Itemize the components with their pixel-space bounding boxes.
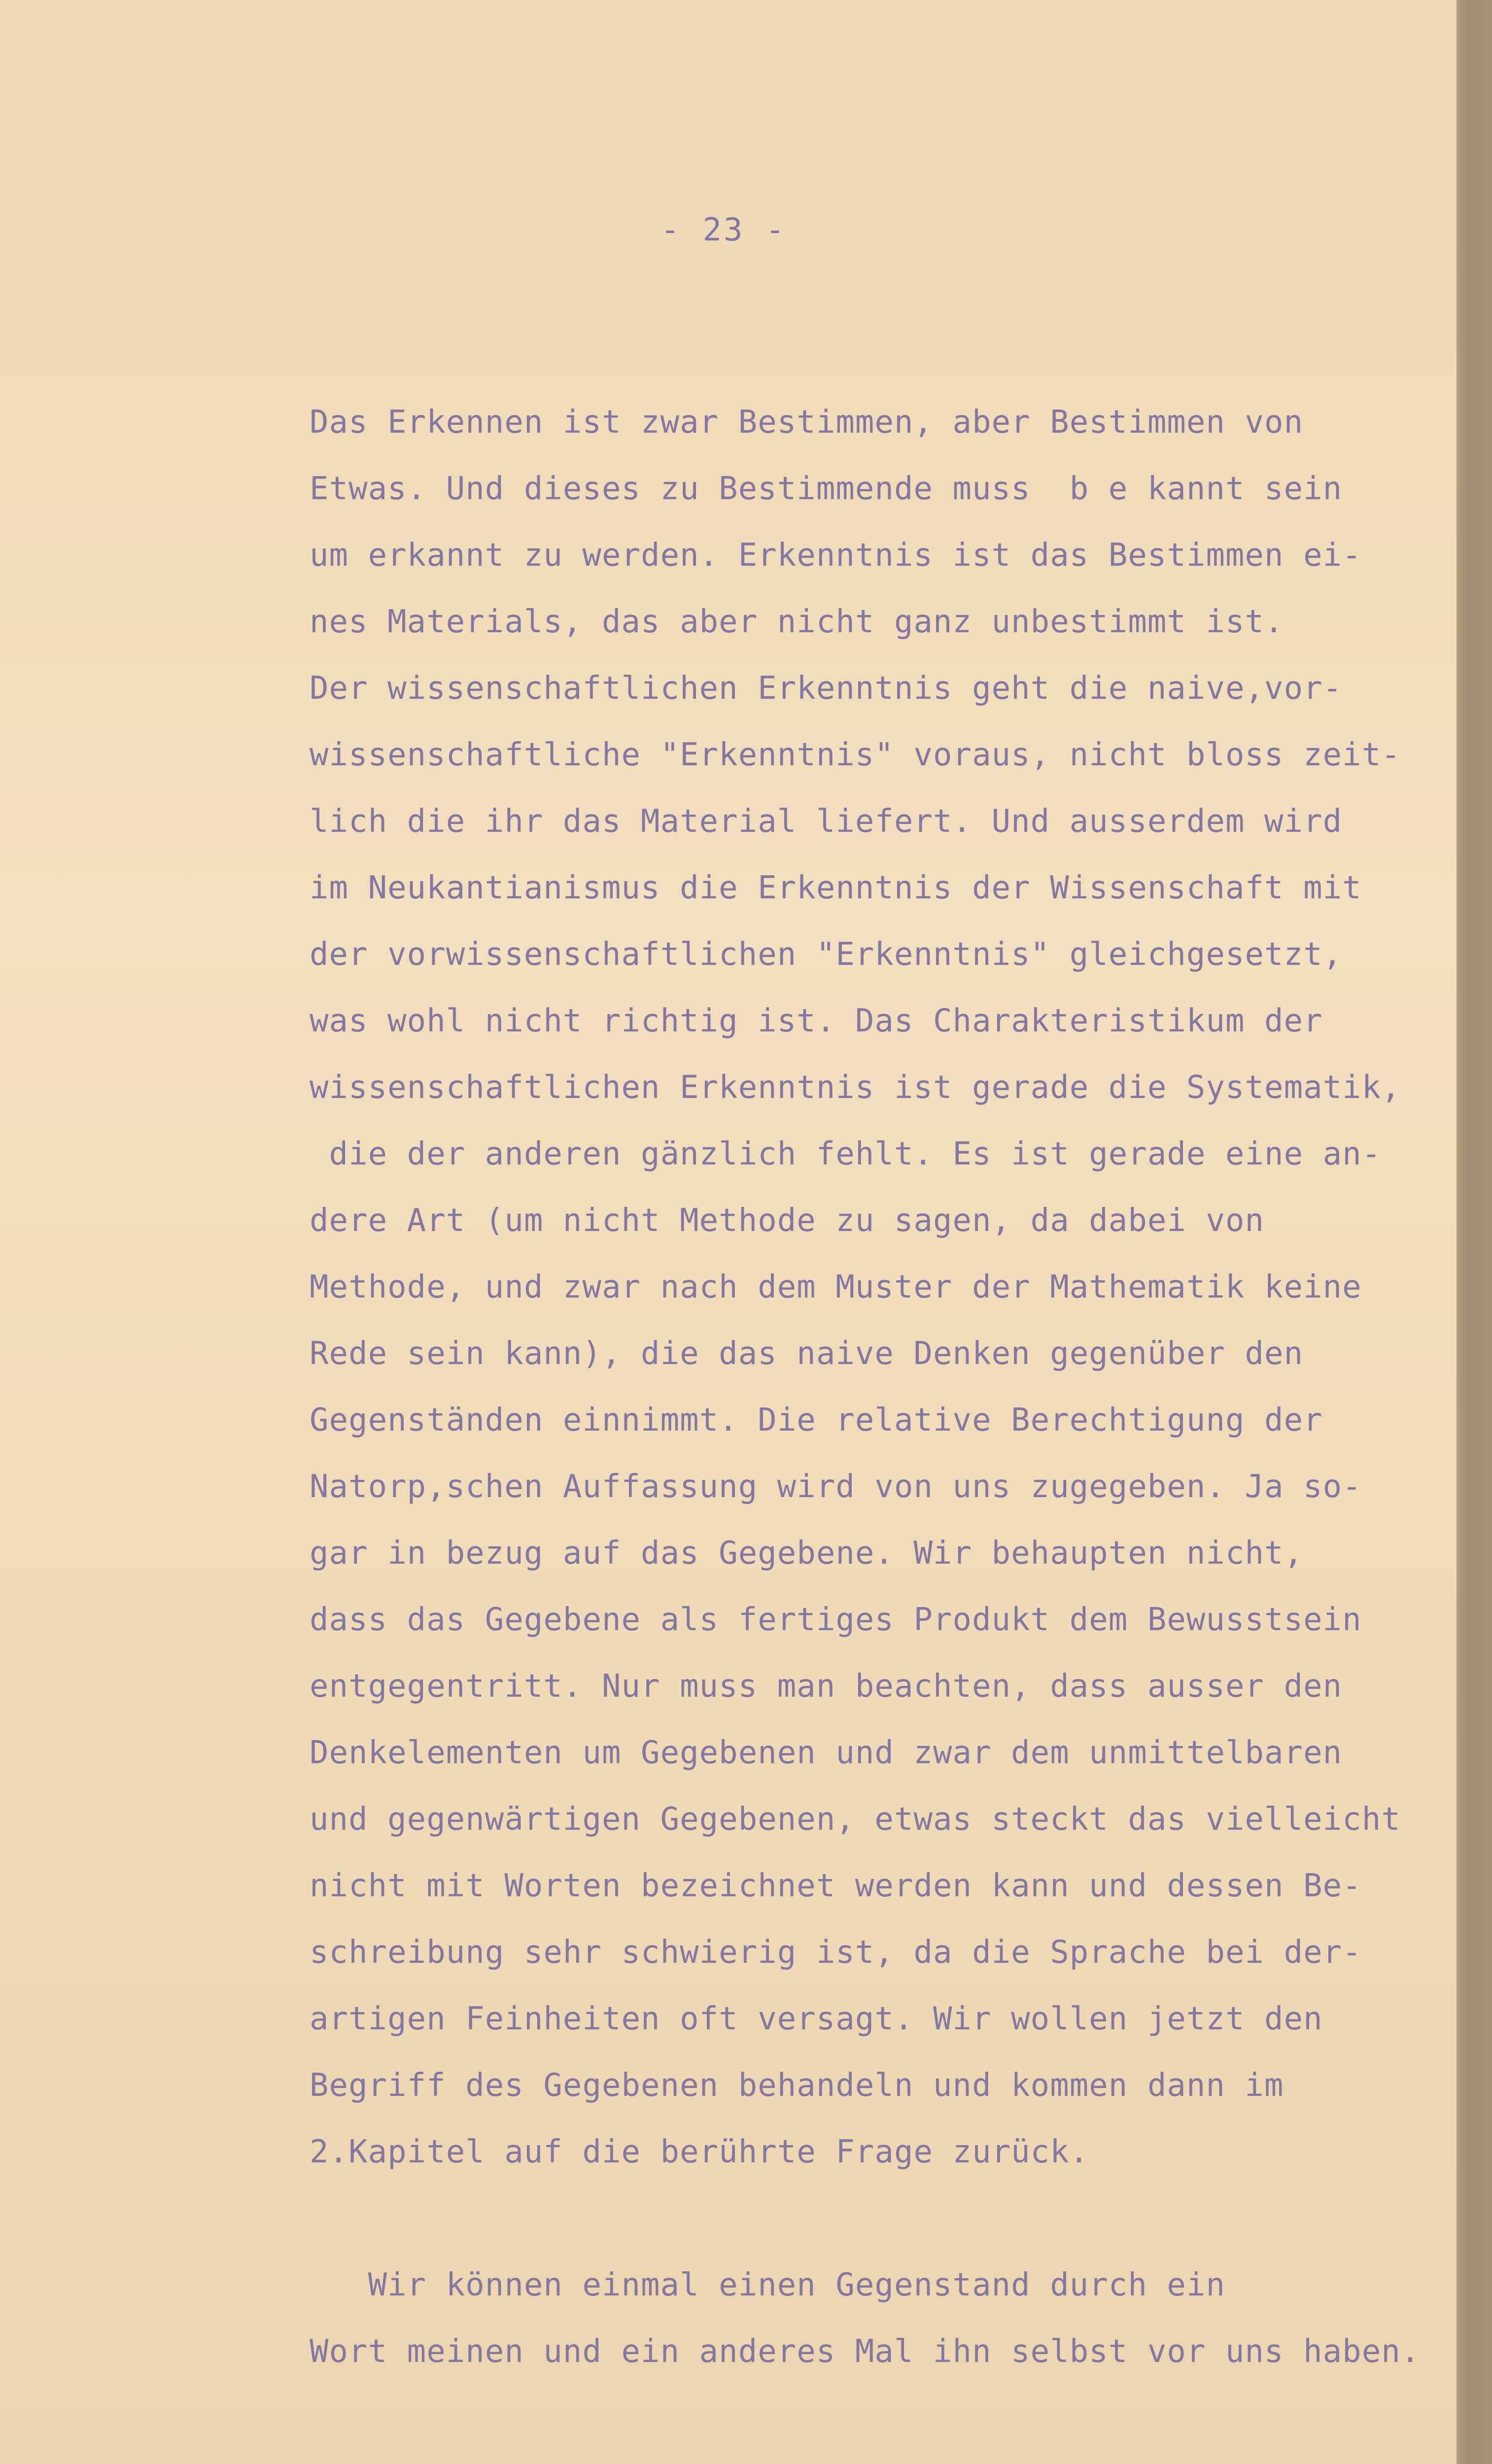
- text-line: lich die ihr das Material liefert. Und ausserdem wird: [310, 803, 1343, 840]
- paragraph: [310, 2252, 1458, 2385]
- text-line: Wir können einmal einen Gegenstand durch ein: [310, 2267, 1225, 2303]
- text-line: um erkannt zu werden. Erkenntnis ist das Bestimmen ei-: [310, 537, 1362, 574]
- text-line: dass das Gegebene als fertiges Produkt dem Bewusstsein: [310, 1602, 1362, 1638]
- text-line: der vorwissenschaftlichen "Erkenntnis" gleichgesetzt,: [310, 936, 1343, 973]
- text-line: Etwas. Und dieses zu Bestimmende muss b e kannt sein: [310, 471, 1343, 507]
- text-line: Der wissenschaftlichen Erkenntnis geht die naive,vor-: [310, 670, 1343, 707]
- text-line: artigen Feinheiten oft versagt. Wir wollen jetzt den: [310, 2001, 1323, 2037]
- text-line: gar in bezug auf das Gegebene. Wir behaupten nicht,: [310, 1535, 1304, 1572]
- text-line: Rede sein kann), die das naive Denken gegenüber den: [310, 1335, 1304, 1372]
- text-line: Natorp,schen Auffassung wird von uns zugegeben. Ja so-: [310, 1469, 1362, 1505]
- text-line: Methode, und zwar nach dem Muster der Mathematik keine: [310, 1269, 1362, 1305]
- page-number: - 23 -: [660, 212, 787, 248]
- text-line: was wohl nicht richtig ist. Das Charakteristikum der: [310, 1003, 1323, 1039]
- page-edge: [1457, 0, 1492, 2464]
- text-line: und gegenwärtigen Gegebenen, etwas steckt das vielleicht: [310, 1801, 1401, 1838]
- body-text: [310, 389, 1458, 2385]
- text-line: entgegentritt. Nur muss man beachten, dass ausser den: [310, 1668, 1343, 1705]
- paragraph: [310, 389, 1458, 2186]
- text-line: 2.Kapitel auf die berührte Frage zurück.: [310, 2134, 1089, 2170]
- text-line: Gegenständen einnimmt. Die relative Berechtigung der: [310, 1402, 1323, 1438]
- text-line: wissenschaftlichen Erkenntnis ist gerade die Systematik,: [310, 1069, 1401, 1106]
- text-line: Begriff des Gegebenen behandeln und kommen dann im: [310, 2067, 1284, 2104]
- text-line: nicht mit Worten bezeichnet werden kann und dessen Be-: [310, 1868, 1362, 1904]
- text-line: Wort meinen und ein anderes Mal ihn selbst vor uns haben.: [310, 2333, 1421, 2370]
- text-line: schreibung sehr schwierig ist, da die Sprache bei der-: [310, 1934, 1362, 1971]
- text-line: wissenschaftliche "Erkenntnis" voraus, nicht bloss zeit-: [310, 737, 1401, 773]
- text-line: die der anderen gänzlich fehlt. Es ist gerade eine an-: [310, 1136, 1382, 1172]
- paragraph-gap: [310, 2186, 1458, 2252]
- text-line: im Neukantianismus die Erkenntnis der Wissenschaft mit: [310, 870, 1362, 906]
- text-line: Das Erkennen ist zwar Bestimmen, aber Bestimmen von: [310, 404, 1304, 441]
- text-line: nes Materials, das aber nicht ganz unbestimmt ist.: [310, 604, 1284, 640]
- text-line: Denkelementen um Gegebenen und zwar dem unmittelbaren: [310, 1735, 1343, 1771]
- text-line: dere Art (um nicht Methode zu sagen, da dabei von: [310, 1202, 1265, 1239]
